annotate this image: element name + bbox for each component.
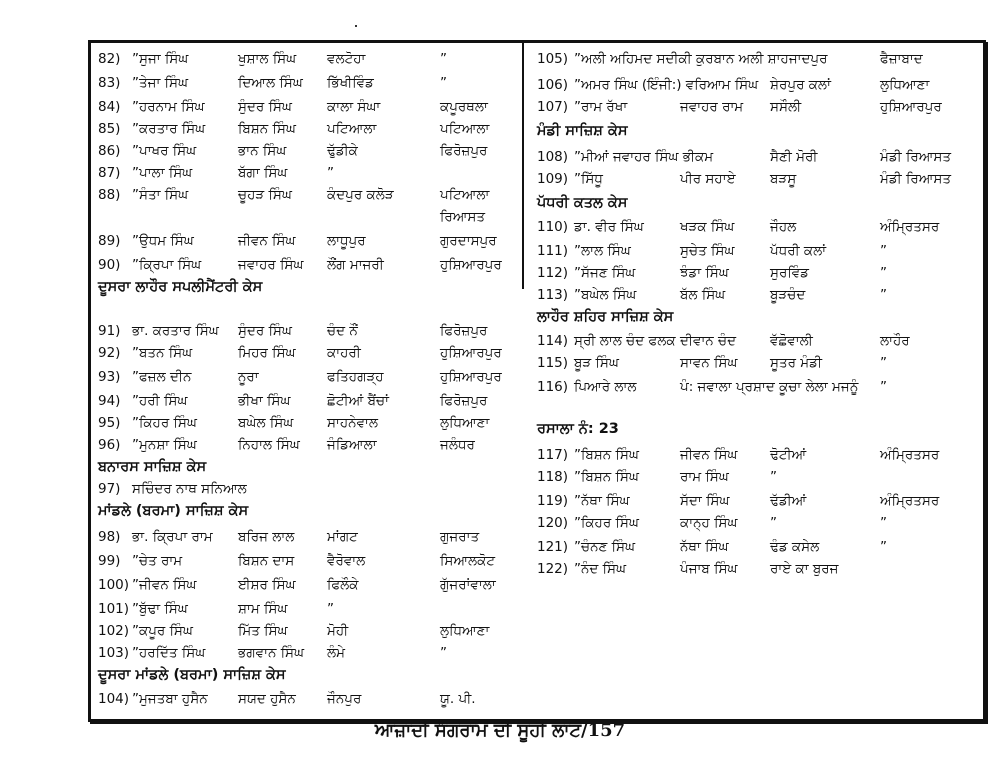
entry-village: ਜੌਨਪੁਰ [327,691,362,707]
entry-father: ਜੀਵਨ ਸਿੰਘ [238,233,296,249]
entry-no: 114) [537,333,569,349]
entry-no: 109) [537,171,569,187]
entry-village: ਮਾਂਗਟ [327,529,358,545]
entry-father: ਭਗਵਾਨ ਸਿੰਘ [238,645,305,661]
entry-no: 82) [98,51,121,67]
entry-name: ”ਬਿਸ਼ਨ ਸਿੰਘ [574,469,639,485]
entry-district: ਪਟਿਆਲਾ [440,187,490,203]
entry-village: ਵੱਛੋਵਾਲੀ [770,333,813,349]
entry-district: ਲਾਹੌਰ [880,333,910,349]
entry-no: 85) [98,121,121,137]
entry-name: ”ਸੁਜਾ ਸਿੰਘ [132,51,189,67]
section-heading: ਬਨਾਰਸ ਸਾਜ਼ਿਸ਼ ਕੇਸ [98,459,207,475]
entry-district: ਰਿਆਸਤ [440,209,486,225]
entry-father: ਪੀਰ ਸਹਾਏ [680,171,736,187]
entry-name: ”ਹਰਨਾਮ ਸਿੰਘ [132,99,205,115]
entry-village: ਫਿਲੌਕੇ [327,577,359,593]
entry-no: 113) [537,287,569,303]
entry-district: ਲੁਧਿਆਣਾ [440,415,490,431]
entry-name: ”ਤੇਜਾ ਸਿੰਘ [132,75,188,91]
entry-name: ”ਹਰਦਿੱਤ ਸਿੰਘ [132,645,206,661]
entry-name: ”ਰਾਮ ਰੱਖਾ [574,99,628,115]
entry-village: ਸਾਹਨੇਵਾਲ [327,415,379,431]
entry-village: ” [770,469,777,485]
entry-village: ਪਟਿਆਲਾ [327,121,377,137]
entry-village: ਜੰਡਿਆਲਾ [327,437,377,453]
entry-village: ਫਤਿਹਗੜ੍ਹ [327,369,384,385]
entry-father: ਜੀਵਨ ਸਿੰਘ [680,447,738,463]
entry-no: 89) [98,233,121,249]
entry-name: ”ਕਰਤਾਰ ਸਿੰਘ [132,121,206,137]
entry-district: ” [880,287,887,303]
section-heading: ਪੱਧਰੀ ਕਤਲ ਕੇਸ [537,195,628,211]
entry-village: ਜੌਹਲ [770,219,797,235]
entry-name: ਸ੍ਰੀ ਲਾਲ ਚੰਦ ਫਲਕ [574,333,676,349]
entry-district: ” [880,515,887,531]
entry-no: 90) [98,257,121,273]
entry-no: 83) [98,75,121,91]
entry-district: ਗੁਰਦਾਸਪੁਰ [440,233,497,249]
entry-name: ”ਅਲੀ ਅਹਿਮਦ ਸਦੀਕੀ ਕੁਰਬਾਨ ਅਲੀ ਸ਼ਾਹਜਾਦਪੁਰ [574,51,828,67]
entry-father: ਸ਼ਾਮ ਸਿੰਘ [238,601,288,617]
entry-father: ਜਵਾਹਰ ਸਿੰਘ [238,257,304,273]
entry-village: ਢੱਡੀਆਂ [770,493,807,509]
entry-district: ਕਪੂਰਥਲਾ [440,99,488,115]
entry-father: ਚੂਹੜ ਸਿੰਘ [238,187,292,203]
entry-name: ”ਬਿਸ਼ਨ ਸਿੰਘ [574,447,639,463]
entry-village: ਭਿੱਖੀਵਿੰਡ [327,75,374,91]
entry-village: ਰਾਏ ਕਾ ਬੁਰਜ [770,561,839,577]
entry-district: ਮੰਡੀ ਰਿਆਸਤ [880,149,952,165]
entry-name: ”ਮੁਨਸ਼ਾ ਸਿੰਘ [132,437,197,453]
entry-father: ਬਰਿਜ ਲਾਲ [238,529,295,545]
entry-name: ਪਿਆਰੇ ਲਾਲ [574,379,637,395]
entry-district: ” [440,75,447,91]
entry-name: ”ਉਧਮ ਸਿੰਘ [132,233,194,249]
entry-father: ਸਯਦ ਹੁਸੈਨ [238,691,296,707]
entry-name: ”ਲਾਲ ਸਿੰਘ [574,243,631,259]
entry-no: 94) [98,393,121,409]
entry-name: ਡਾ. ਵੀਰ ਸਿੰਘ [574,219,644,235]
entry-village: ਕਾਲਾ ਸੰਘਾ [327,99,381,115]
entry-father: ਮਿੱਤ ਸਿੰਘ [238,623,288,639]
entry-village: ਲੰਮੇ [327,645,346,661]
entry-name: ”ਕਿਹਰ ਸਿੰਘ [574,515,639,531]
entry-no: 121) [537,539,569,555]
entry-father: ਕਾਨ੍ਹ ਸਿੰਘ [680,515,738,531]
entry-village: ਮੋਹੀ [327,623,349,639]
entry-no: 119) [537,493,569,509]
entry-district: ਹੁਸ਼ਿਆਰਪੁਰ [440,257,502,273]
entry-name: ”ਨੱਥਾ ਸਿੰਘ [574,493,630,509]
entry-district: ਗੁਜਰਾਤ [440,529,480,545]
entry-name: ”ਅਮਰ ਸਿੰਘ (ਇੰਜੀ:) ਵਰਿਆਮ ਸਿੰਘ [574,77,759,93]
section-heading: ਰਸਾਲਾ ਨੰ: 23 [537,421,619,437]
entry-no: 120) [537,515,569,531]
entry-father: ਬੱਗਾ ਸਿੰਘ [238,165,288,181]
entry-father: ਬਿਸ਼ਨ ਦਾਸ [238,553,295,569]
entry-village: ਢੰਡ ਕਸੇਲ [770,539,820,555]
entry-no: 112) [537,265,569,281]
entry-village: ਲੌਂਗ ਮਾਜਰੀ [327,257,384,273]
entry-father: ਨੱਥਾ ਸਿੰਘ [680,539,729,555]
entry-no: 115) [537,355,569,371]
entry-no: 116) [537,379,569,395]
entry-name: ”ਸੰਤਾ ਸਿੰਘ [132,187,189,203]
entry-father: ਜਵਾਹਰ ਰਾਮ [680,99,744,115]
entry-district: ਫਿਰੋਜ਼ਪੁਰ [440,143,488,159]
entry-no: 103) [98,645,130,661]
entry-village: ਚੰਦ ਨੌਂ [327,323,358,339]
entry-name: ”ਬੁੱਢਾ ਸਿੰਘ [132,601,188,617]
entry-no: 110) [537,219,569,235]
entry-district: ਜਲੰਧਰ [440,437,475,453]
entry-name: ”ਸੱਜਣ ਸਿੰਘ [574,265,636,281]
entry-father: ਦਿਆਲ ਸਿੰਘ [238,75,303,91]
entry-district: ਯੂ. ਪੀ. [440,691,476,707]
entry-village: ਕਾਹਰੀ [327,345,361,361]
entry-father: ਖੁਸ਼ਾਲ ਸਿੰਘ [238,51,297,67]
entry-father: ਮਿਹਰ ਸਿੰਘ [238,345,296,361]
entry-district: ਫਿਰੋਜ਼ਪੁਰ [440,323,488,339]
entry-village: ਸੁਰਵਿੰਡ [770,265,809,281]
entry-district: ਹੁਸ਼ਿਆਰਪੁਰ [440,369,502,385]
entry-father: ਬੱਲ ਸਿੰਘ [680,287,726,303]
entry-father: ਈਸ਼ਰ ਸਿੰਘ [238,577,296,593]
entry-no: 96) [98,437,121,453]
entry-father: ਸੱਦਾ ਸਿੰਘ [680,493,730,509]
entry-district: ਹੁਸ਼ਿਆਰਪੁਰ [440,345,502,361]
entry-no: 122) [537,561,569,577]
entry-district: ” [880,355,887,371]
entry-name: ਭਾ. ਕ੍ਰਿਪਾ ਰਾਮ [132,529,213,545]
entry-district: ਫੈਜ਼ਾਬਾਦ [880,51,923,67]
entry-district: ਲੁਧਿਆਣਾ [440,623,490,639]
entry-village: ” [327,165,334,181]
entry-district: ਅੰਮ੍ਰਿਤਸਰ [880,219,940,235]
entry-father: ਪੰਜਾਬ ਸਿੰਘ [680,561,738,577]
entry-no: 105) [537,51,569,67]
entry-district: ” [880,243,887,259]
entry-village: ਬੜਸੂ [770,171,797,187]
entry-no: 106) [537,77,569,93]
entry-no: 102) [98,623,130,639]
column-divider [522,40,524,289]
entry-district: ” [880,265,887,281]
section-heading: ਲਾਹੌਰ ਸ਼ਹਿਰ ਸਾਜ਼ਿਸ਼ ਕੇਸ [537,309,674,325]
entry-district: ਮੰਡੀ ਰਿਆਸਤ [880,171,952,187]
entry-village: ਬੂੜਚੰਦ [770,287,806,303]
entry-name: ”ਮੁਜਤਬਾ ਹੁਸੈਨ [132,691,208,707]
entry-district: ” [880,539,887,555]
entry-district: ਹੁਸ਼ਿਆਰਪੁਰ [880,99,942,115]
entry-name: ”ਕਪੂਰ ਸਿੰਘ [132,623,193,639]
entry-village: ਪੱਧਰੀ ਕਲਾਂ [770,243,827,259]
entry-village: ” [327,601,334,617]
entry-father: ਸੁੰਦਰ ਸਿੰਘ [238,323,292,339]
entry-name: ”ਮੀਆਂ ਜਵਾਹਰ ਸਿੰਘ ਭੀਕਮ [574,149,714,165]
entry-village: ” [770,515,777,531]
scan-speck [355,25,357,27]
entry-name: ”ਹਰੀ ਸਿੰਘ [132,393,188,409]
entry-father: ਨੂਰਾ [238,369,259,385]
entry-name: ”ਨੰਦ ਸਿੰਘ [574,561,627,577]
entry-name: ”ਜੀਵਨ ਸਿੰਘ [132,577,197,593]
entry-no: 95) [98,415,121,431]
entry-father: ਖੜਕ ਸਿੰਘ [680,219,735,235]
entry-father: ਬਿਸ਼ਨ ਸਿੰਘ [238,121,296,137]
entry-district: ” [440,51,447,67]
entry-no: 117) [537,447,569,463]
entry-village: ਵੈਰੋਵਾਲ [327,553,366,569]
entry-village: ਲਾਧੂਪੁਰ [327,233,366,249]
entry-district: ਫਿਰੋਜ਼ਪੁਰ [440,393,488,409]
section-heading: ਦੂਸਰਾ ਮਾਂਡਲੇ (ਬਰਮਾ) ਸਾਜ਼ਿਸ਼ ਕੇਸ [98,667,286,683]
entry-name: ”ਪਾਲਾ ਸਿੰਘ [132,165,193,181]
entry-no: 91) [98,323,121,339]
entry-name: ਭਾ. ਕਰਤਾਰ ਸਿੰਘ [132,323,219,339]
entry-father: ਸਾਵਨ ਸਿੰਘ [680,355,738,371]
entry-village: ਕੰਦਪੁਰ ਕਲੋੜ [327,187,394,203]
entry-name: ”ਸਿੱਧੂ [574,171,603,187]
entry-no: 86) [98,143,121,159]
entry-no: 84) [98,99,121,115]
section-heading: ਦੂਸਰਾ ਲਾਹੌਰ ਸਪਲੀਮੈਂਟਰੀ ਕੇਸ [98,279,263,295]
entry-district: ਅੰਮ੍ਰਿਤਸਰ [880,493,940,509]
entry-father: ਸੁੰਦਰ ਸਿੰਘ [238,99,292,115]
entry-no: 97) [98,481,121,497]
entry-district: ਲੁਧਿਆਣਾ [880,77,930,93]
entry-no: 101) [98,601,130,617]
entry-father: ਪੰ: ਜਵਾਲਾ ਪ੍ਰਸ਼ਾਦ ਕੂਚਾ ਲੇਲਾ ਮਜਨੂੰ [680,379,859,395]
entry-no: 93) [98,369,121,385]
entry-name: ਬੂੜ ਸਿੰਘ [574,355,619,371]
entry-no: 100) [98,577,130,593]
entry-village: ਸੂਤਰ ਮੰਡੀ [770,355,823,371]
entry-father: ਨਿਹਾਲ ਸਿੰਘ [238,437,300,453]
entry-no: 118) [537,469,569,485]
entry-village: ਢੁੱਡੀਕੇ [327,143,358,159]
entry-district: ਸਿਆਲਕੋਟ [440,553,496,569]
entry-village: ਸ਼ੇਰਪੁਰ ਕਲਾਂ [770,77,831,93]
entry-no: 92) [98,345,121,361]
page-footer: ਆਜ਼ਾਦੀ ਸੰਗਰਾਮ ਦੀ ਸੂਹੀ ਲਾਟ/157 [374,720,626,741]
entry-father: ਝੰਡਾ ਸਿੰਘ [680,265,729,281]
entry-name: ”ਚੰਨਣ ਸਿੰਘ [574,539,635,555]
entry-name: ”ਬਤਨ ਸਿੰਘ [132,345,193,361]
entry-district: ” [440,645,447,661]
entry-name: ”ਬਘੇਲ ਸਿੰਘ [574,287,637,303]
entry-village: ਸੈਣੀ ਮੋਰੀ [770,149,818,165]
entry-name: ਸਚਿੰਦਰ ਨਾਥ ਸਨਿਆਲ [132,481,247,497]
entry-village: ਸਸੌਲੀ [770,99,802,115]
entry-district: ਪਟਿਆਲਾ [440,121,490,137]
entry-name: ”ਕਿਹਰ ਸਿੰਘ [132,415,197,431]
entry-name: ”ਕ੍ਰਿਪਾ ਸਿੰਘ [132,257,202,273]
entry-district: ਅੰਮ੍ਰਿਤਸਰ [880,447,940,463]
entry-no: 104) [98,691,130,707]
section-heading: ਮਾਂਡਲੇ (ਬਰਮਾ) ਸਾਜ਼ਿਸ਼ ਕੇਸ [98,503,249,519]
entry-no: 108) [537,149,569,165]
entry-no: 111) [537,243,569,259]
section-heading: ਮੰਡੀ ਸਾਜ਼ਿਸ਼ ਕੇਸ [537,123,628,139]
entry-no: 87) [98,165,121,181]
entry-village: ਵਲਟੋਹਾ [327,51,366,67]
entry-village: ਛੋਟੀਆਂ ਬੈਂਚਾਂ [327,393,389,409]
entry-village: ਢੋਟੀਆਂ [770,447,807,463]
entry-father: ਦੀਵਾਨ ਚੰਦ [680,333,737,349]
entry-father: ਭਾਨ ਸਿੰਘ [238,143,287,159]
entry-no: 88) [98,187,121,203]
entry-district: ਗੁੱਜਰਾਂਵਾਲਾ [440,577,496,593]
entry-name: ”ਚੇਤ ਰਾਮ [132,553,183,569]
entry-no: 99) [98,553,121,569]
entry-father: ਬਘੇਲ ਸਿੰਘ [238,415,294,431]
entry-district: ” [880,379,887,395]
entry-name: ”ਫਜ਼ਲ ਦੀਨ [132,369,192,385]
entry-no: 107) [537,99,569,115]
entry-father: ਸੁਚੇਤ ਸਿੰਘ [680,243,735,259]
entry-father: ਰਾਮ ਸਿੰਘ [680,469,729,485]
entry-father: ਭੀਖਾ ਸਿੰਘ [238,393,291,409]
entry-no: 98) [98,529,121,545]
entry-name: ”ਪਾਖਰ ਸਿੰਘ [132,143,197,159]
